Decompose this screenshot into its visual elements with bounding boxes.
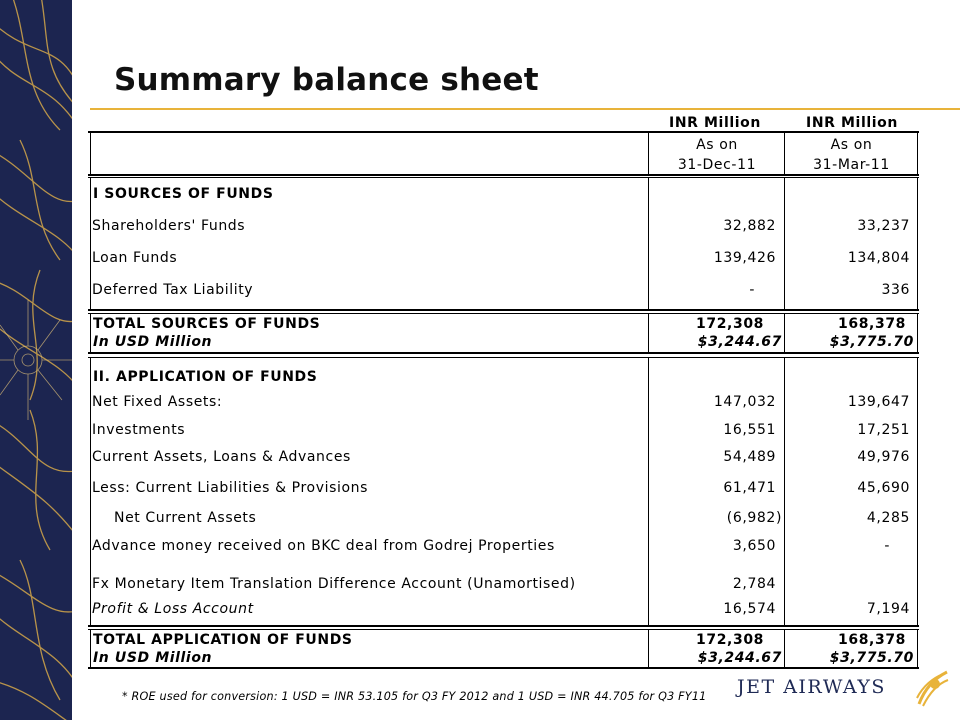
sources-total-top-border — [88, 313, 919, 314]
application-top-border — [88, 357, 919, 358]
sources-col1-divider — [648, 177, 649, 311]
row-value-col1: 54,489 — [723, 449, 776, 465]
usd-sources-col2: $3,775.70 — [829, 334, 914, 350]
usd-application-label: In USD Million — [93, 650, 213, 666]
sources-left-border — [90, 177, 91, 311]
col2-as-on: As on — [830, 137, 873, 153]
row-label: Profit & Loss Account — [92, 601, 254, 617]
col2-unit: INR Million — [806, 115, 898, 131]
row-value-col1: 32,882 — [723, 218, 776, 234]
table-top-border — [88, 131, 919, 133]
sources-col2-divider — [784, 177, 785, 311]
header-bottom-border — [88, 174, 919, 176]
row-value-col1: (6,982) — [726, 510, 782, 526]
row-label: Shareholders' Funds — [92, 218, 246, 234]
application-heading: II. APPLICATION OF FUNDS — [93, 369, 318, 385]
application-total-right-border — [917, 629, 918, 669]
row-label: Loan Funds — [92, 250, 178, 266]
sources-top-border — [88, 177, 919, 178]
page-title: Summary balance sheet — [114, 62, 539, 98]
application-total-left-border — [90, 629, 91, 669]
total-sources-col1: 172,308 — [696, 316, 764, 332]
sources-total-bottom-border — [88, 352, 919, 354]
row-value-col2: - — [884, 538, 890, 554]
usd-sources-col1: $3,244.67 — [697, 334, 782, 350]
col1-unit: INR Million — [669, 115, 761, 131]
row-label: Fx Monetary Item Translation Difference Account (Unamortised) — [92, 576, 576, 592]
row-value-col2: 134,804 — [847, 250, 910, 266]
application-col2-divider — [784, 357, 785, 627]
application-col1-divider — [648, 357, 649, 627]
row-value-col1: 2,784 — [732, 576, 776, 592]
usd-application-col1: $3,244.67 — [697, 650, 782, 666]
sources-total-right-border — [917, 313, 918, 353]
application-total-col2-divider — [784, 629, 785, 669]
sources-right-border — [917, 177, 918, 311]
row-label: Current Assets, Loans & Advances — [92, 449, 351, 465]
sources-total-left-border — [90, 313, 91, 353]
total-sources-col2: 168,378 — [838, 316, 906, 332]
row-value-col2: 49,976 — [857, 449, 910, 465]
col2-date: 31-Mar-11 — [813, 157, 890, 173]
row-value-col2: 17,251 — [857, 422, 910, 438]
row-label: Net Fixed Assets: — [92, 394, 223, 410]
header-right-border — [917, 133, 918, 174]
row-value-col2: 45,690 — [857, 480, 910, 496]
usd-application-col2: $3,775.70 — [829, 650, 914, 666]
col1-as-on: As on — [696, 137, 738, 153]
footnote: * ROE used for conversion: 1 USD = INR 53.105 for Q3 FY 2012 and 1 USD = INR 44.705 for Q3 FY11 — [122, 690, 707, 703]
row-value-col2: 4,285 — [866, 510, 910, 526]
sources-total-col2-divider — [784, 313, 785, 353]
row-value-col2: 139,647 — [847, 394, 910, 410]
total-sources-label: TOTAL SOURCES OF FUNDS — [93, 316, 321, 332]
sources-bottom-border — [88, 309, 919, 311]
row-label: Deferred Tax Liability — [92, 282, 254, 298]
row-value-col1: 61,471 — [723, 480, 776, 496]
header-left-border — [90, 133, 91, 174]
header-col2-divider — [784, 133, 785, 174]
application-left-border — [90, 357, 91, 627]
header-col1-divider — [648, 133, 649, 174]
row-value-col1: 16,551 — [723, 422, 776, 438]
row-label: Investments — [92, 422, 186, 438]
usd-sources-label: In USD Million — [93, 334, 213, 350]
application-right-border — [917, 357, 918, 627]
logo-text: JET AIRWAYS — [737, 676, 886, 698]
col1-date: 31-Dec-11 — [677, 157, 757, 173]
total-application-label: TOTAL APPLICATION OF FUNDS — [93, 632, 353, 648]
row-value-col1: 3,650 — [732, 538, 776, 554]
row-label: Net Current Assets — [114, 510, 257, 526]
row-value-col1: 139,426 — [713, 250, 776, 266]
row-value-col1: 16,574 — [723, 601, 776, 617]
row-value-col2: 7,194 — [866, 601, 910, 617]
application-total-col1-divider — [648, 629, 649, 669]
row-value-col1: 147,032 — [713, 394, 776, 410]
application-total-top-border — [88, 629, 919, 630]
row-label: Less: Current Liabilities & Provisions — [92, 480, 368, 496]
row-value-col2: 336 — [881, 282, 910, 298]
application-bottom-border — [88, 625, 919, 627]
sources-total-col1-divider — [648, 313, 649, 353]
row-value-col1: - — [749, 282, 755, 298]
total-application-col1: 172,308 — [696, 632, 764, 648]
row-value-col2: 33,237 — [857, 218, 910, 234]
jet-airways-logo — [737, 668, 949, 712]
jet-airways-sun-icon — [913, 668, 949, 712]
total-application-col2: 168,378 — [838, 632, 906, 648]
row-label: Advance money received on BKC deal from Godrej Properties — [92, 538, 555, 554]
sources-heading: I SOURCES OF FUNDS — [93, 186, 274, 202]
